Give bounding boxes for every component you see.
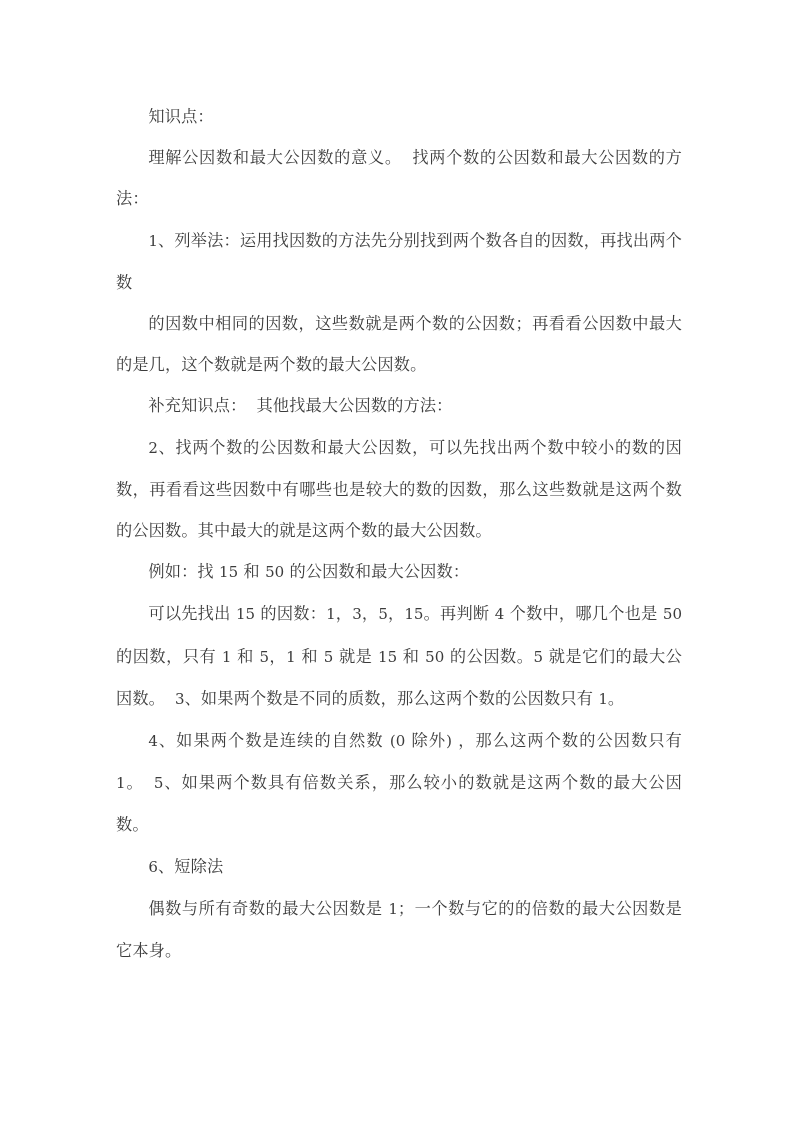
paragraph-heading: 知识点： (148, 107, 214, 126)
paragraph-method-1-continued: 的因数中相同的因数，这些数就是两个数的公因数；再看看公因数中最大的是几，这个数就是两个数的最大公因数。 (116, 314, 682, 375)
paragraph-supplement-heading: 补充知识点： 其他找最大公因数的方法： (148, 396, 453, 416)
paragraph-method-4-5: 4、如果两个数是连续的自然数 (0 除外) ，那么这两个数的公因数只有 1。 5、如果两个数具有倍数关系，那么较小的数就是这两个数的最大公因数。 (116, 731, 683, 835)
paragraph-method-1: 1、列举法：运用找因数的方法先分别找到两个数各自的因数，再找出两个数 (116, 230, 682, 292)
paragraph-method-2: 2、找两个数的公因数和最大公因数，可以先找出两个数中较小的数的因数，再看看这些因数中有哪些也是较大的数的因数，那么这些数就是这两个数的公因数。其中最大的就是这两个数的最大公因数。 (116, 437, 682, 541)
paragraph-closing: 偶数与所有奇数的最大公因数是 1；一个数与它的的倍数的最大公因数是它本身。 (116, 898, 682, 961)
paragraph-example-heading: 例如：找 15 和 50 的公因数和最大公因数： (148, 562, 470, 582)
document-text-body (116, 96, 682, 971)
paragraph-definition: 理解公因数和最大公因数的意义。 找两个数的公因数和最大公因数的方法： (116, 148, 682, 209)
paragraph-example-body: 可以先找出 15 的因数：1，3，5，15。再判断 4 个数中，哪几个也是 50 的因数，只有 1 和 5，1 和 5 就是 15 和 50 的公因数。5 就是它们的最大公因数。 3、如果两个数是不同的质数，那么这两个数的公因数只有 1。 (116, 604, 682, 708)
paragraph-method-6: 6、短除法 (148, 856, 224, 876)
